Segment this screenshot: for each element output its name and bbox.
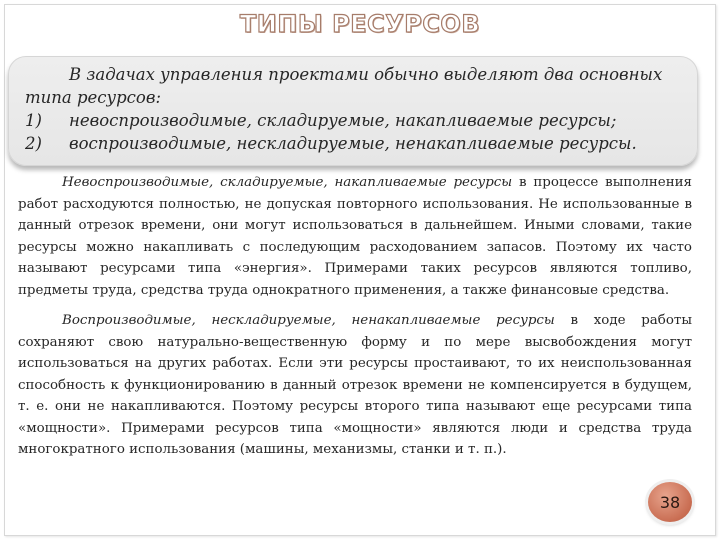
- summary-item-number: 2): [25, 134, 42, 153]
- page-number-badge: 38: [648, 482, 692, 522]
- paragraph-nonrenewable: [18, 172, 692, 301]
- summary-item-number: 1): [25, 111, 42, 130]
- summary-item-2: [25, 132, 685, 155]
- summary-item-text: невоспроизводимые, складируемые, накапливаемые ресурсы;: [69, 111, 617, 130]
- summary-item-text: воспроизводимые, нескладируемые, ненакапливаемые ресурсы.: [69, 134, 637, 153]
- summary-box: [8, 56, 698, 166]
- paragraph-text: в ходе работы сохраняют свою натурально-вещественную форму и по мере высвобождения могут использоваться на других работах. Если эти ресурсы простаивают, то их неиспользованная способность к функционированию в данный отрезок времени не компенсируется в будущем, т. е. они не накапливаются. Поэтому ресурсы второго типа называют еще ресурсами типа «мощности». Примерами ресурсов типа «мощности» являются люди и средства труда многократного использования (машины, механизмы, станки и т. п.).: [18, 313, 692, 457]
- paragraph-renewable: [18, 310, 692, 461]
- paragraph-text: в процессе выполнения работ расходуются полностью, не допуская повторного использования. Не использованные в данный отрезок времени, они могут использоваться в дальнейшем. Иными словами, такие ресурсы можно накапливать с последующим расходованием запасов. Поэтому их часто называют ресурсами типа «энергия». Примерами таких ресурсов являются топливо, предметы труда, средства труда однократного применения, а также финансовые средства.: [18, 175, 692, 298]
- paragraph-term: Воспроизводимые, нескладируемые, ненакапливаемые ресурсы: [62, 313, 555, 328]
- summary-lead: В задачах управления проектами обычно выделяют два основных типа ресурсов:: [25, 65, 663, 107]
- body-text: [18, 172, 692, 461]
- summary-item-1: [25, 109, 685, 132]
- slide-title: ТИПЫ РЕСУРСОВ: [239, 10, 481, 38]
- paragraph-term: Невоспроизводимые, складируемые, накапливаемые ресурсы: [62, 175, 513, 190]
